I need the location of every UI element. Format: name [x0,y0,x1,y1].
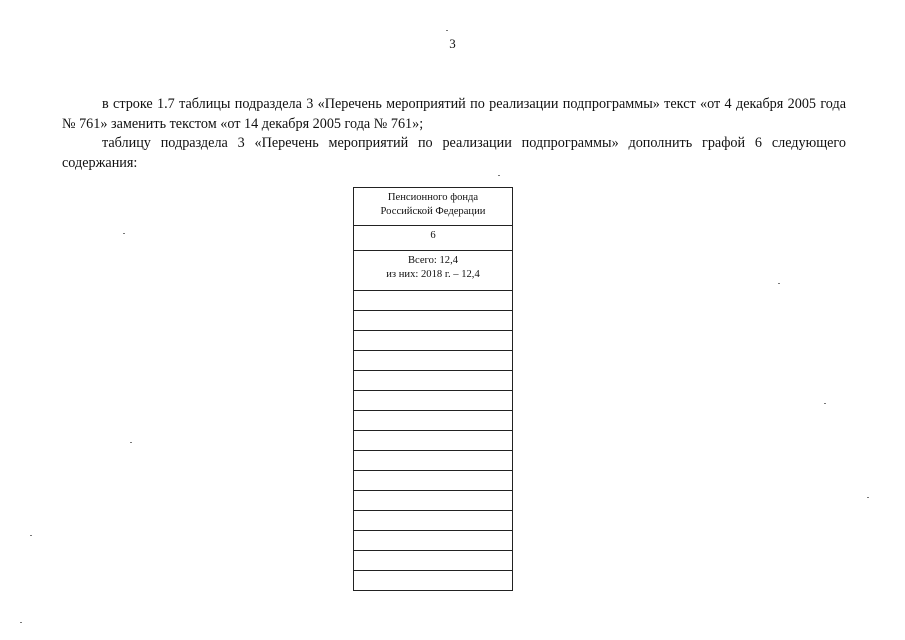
empty-cell [354,351,513,371]
total-cell [354,251,513,291]
table-empty-row [354,551,513,571]
table-header-cell [354,188,513,226]
empty-cell [354,471,513,491]
empty-cell [354,491,513,511]
table-empty-row [354,351,513,371]
table-empty-row [354,531,513,551]
scan-speck [498,175,500,176]
table-empty-row [354,411,513,431]
total-line-2: из них: 2018 г. – 12,4 [386,269,480,280]
empty-cell [354,391,513,411]
empty-cell [354,451,513,471]
table-empty-row [354,391,513,411]
table-empty-row [354,371,513,391]
empty-cell [354,371,513,391]
table-empty-row [354,291,513,311]
table-empty-row [354,331,513,351]
empty-cell [354,411,513,431]
table-empty-row [354,311,513,331]
empty-cell [354,291,513,311]
table-total-row [354,251,513,291]
table-empty-row [354,451,513,471]
paragraph-add-column-6: таблицу подраздела 3 «Перечень мероприятий по реализации подпрограммы» дополнить графой 6 следующего содержания: [62,135,846,171]
empty-cell [354,311,513,331]
table-empty-row [354,431,513,451]
scan-speck [778,283,780,284]
scan-speck [20,622,22,623]
total-line-1: Всего: 12,4 [407,255,459,266]
header-line-2: Российской Федерации [380,206,486,217]
paragraph-line-1-7-change: в строке 1.7 таблицы подраздела 3 «Перечень мероприятий по реализации подпрограммы» текст «от 4 декабря 2005 года № 761» заменить текстом «от 14 декабря 2005 года № 761»; [62,96,846,132]
table-empty-row [354,571,513,591]
column-6-table [353,187,513,591]
table-empty-row [354,471,513,491]
scan-speck [824,403,826,404]
table-column-number-row [354,226,513,251]
scan-speck [446,30,448,31]
empty-cell [354,511,513,531]
table-empty-row [354,491,513,511]
empty-cell [354,331,513,351]
scan-speck [123,233,125,234]
empty-cell [354,551,513,571]
scan-speck [130,442,132,443]
table-header-row [354,188,513,226]
column-number-cell: 6 [354,226,513,251]
empty-cell [354,571,513,591]
header-line-1: Пенсионного фонда [387,192,479,203]
empty-cell [354,531,513,551]
page-number: 3 [449,36,456,51]
scan-speck [30,535,32,536]
scan-speck [867,497,869,498]
table-empty-row [354,511,513,531]
empty-cell [354,431,513,451]
